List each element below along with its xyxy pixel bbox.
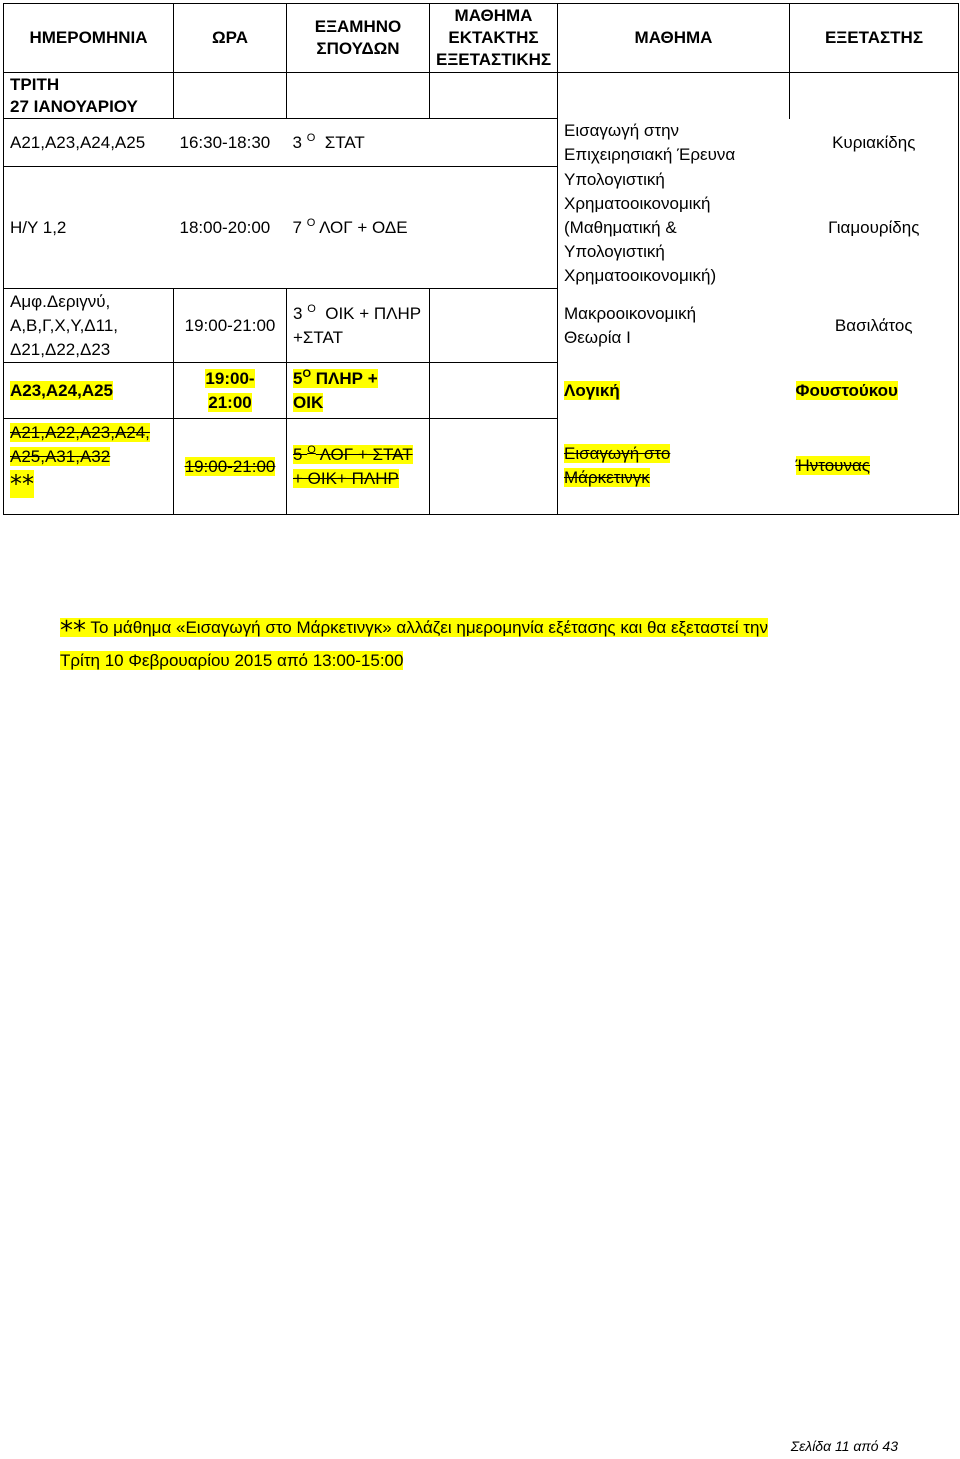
day-cell xyxy=(4,73,174,119)
header-date: ΗΜΕΡΟΜΗΝΙΑ xyxy=(4,4,174,73)
semester-cell: 3 $^O$ ΟΙΚ + ΠΛΗΡ +ΣΤΑΤ xyxy=(287,289,430,363)
header-semester: ΕΞΑΜΗΝΟ ΣΠΟΥΔΩΝ xyxy=(287,4,430,73)
empty-cell xyxy=(790,73,959,119)
time-cell: 19:00- 21:00 xyxy=(174,363,287,419)
empty-cell xyxy=(174,73,287,119)
header-row xyxy=(4,4,959,73)
table-row xyxy=(4,119,959,167)
examiner-cell: Γιαμουρίδης xyxy=(790,167,959,289)
course-cell: Υπολογιστική Χρηματοοικονομική (Μαθηματική & Υπολογιστική Χρηματοοικονομική) xyxy=(558,167,790,289)
empty-cell xyxy=(558,73,790,119)
time-cell: 19:00-21:00 xyxy=(174,419,287,515)
groups-cell: Α21,Α23,Α24,Α25 xyxy=(4,119,174,167)
groups-cell: Η/Υ 1,2 xyxy=(4,167,174,289)
table-row xyxy=(4,167,959,289)
empty-cell xyxy=(430,289,558,363)
day-weekday: ΤΡΙΤΗ xyxy=(10,74,60,94)
header-course: ΜΑΘΗΜΑ xyxy=(558,4,790,73)
groups-cell: Αμφ.Δεριγνύ, Α,Β,Γ,Χ,Υ,Δ11, Δ21,Δ22,Δ23 xyxy=(4,289,174,363)
header-examiner: ΕΞΕΤΑΣΤΗΣ xyxy=(790,4,959,73)
note-line-2: Τρίτη 10 Φεβρουαρίου 2015 από 13:00-15:00 xyxy=(60,651,404,670)
rescheduling-note xyxy=(60,613,900,676)
asterisk-mark: ** xyxy=(10,470,34,498)
groups-cell: Α21,Α22,Α23,Α24, Α25,Α31,Α32 ** xyxy=(4,419,174,515)
note-line-1: ** Το μάθημα «Εισαγωγή στο Μάρκετινγκ» αλλάζει ημερομηνία εξέτασης και θα εξεταστεί την xyxy=(60,616,768,646)
day-date: 27 ΙΑΝΟΥΑΡΙΟΥ xyxy=(10,96,138,116)
course-cell: Εισαγωγή στο Μάρκετινγκ xyxy=(558,419,790,515)
time-cell: 16:30-18:30 xyxy=(174,119,287,167)
examiner-cell: Φουστούκου xyxy=(790,363,959,419)
table-row xyxy=(4,289,959,363)
semester-cell: 3 $^O$ ΣΤΑΤ xyxy=(287,119,558,167)
course-cell: Εισαγωγή στην Επιχειρησιακή Έρευνα xyxy=(558,119,790,167)
empty-cell xyxy=(430,73,558,119)
empty-cell xyxy=(287,73,430,119)
examiner-cell: Κυριακίδης xyxy=(790,119,959,167)
header-extra-course: ΜΑΘΗΜΑ ΕΚΤΑΚΤΗΣ ΕΞΕΤΑΣΤΙΚΗΣ xyxy=(430,4,558,73)
empty-cell xyxy=(430,363,558,419)
exam-schedule-table xyxy=(3,3,959,515)
time-cell: 18:00-20:00 xyxy=(174,167,287,289)
day-row xyxy=(4,73,959,119)
semester-cell: 7 $^O$ ΛΟΓ + ΟΔΕ xyxy=(287,167,558,289)
table-row xyxy=(4,363,959,419)
groups-cell: Α23,Α24,Α25 xyxy=(4,363,174,419)
empty-cell xyxy=(430,419,558,515)
semester-cell: $5^O$ ΠΛΗΡ + ΟΙΚ xyxy=(287,363,430,419)
table-row xyxy=(4,419,959,515)
course-cell: Μακροοικονομική Θεωρία Ι xyxy=(558,289,790,363)
page-number: Σελίδα 11 από 43 xyxy=(790,1438,898,1454)
examiner-cell: Βασιλάτος xyxy=(790,289,959,363)
semester-cell: 5 $^O$ ΛΟΓ + ΣΤΑΤ + ΟΙΚ+ ΠΛΗΡ xyxy=(287,419,430,515)
header-time: ΩΡΑ xyxy=(174,4,287,73)
examiner-cell: Ήντουνας xyxy=(790,419,959,515)
time-cell: 19:00-21:00 xyxy=(174,289,287,363)
course-cell: Λογική xyxy=(558,363,790,419)
